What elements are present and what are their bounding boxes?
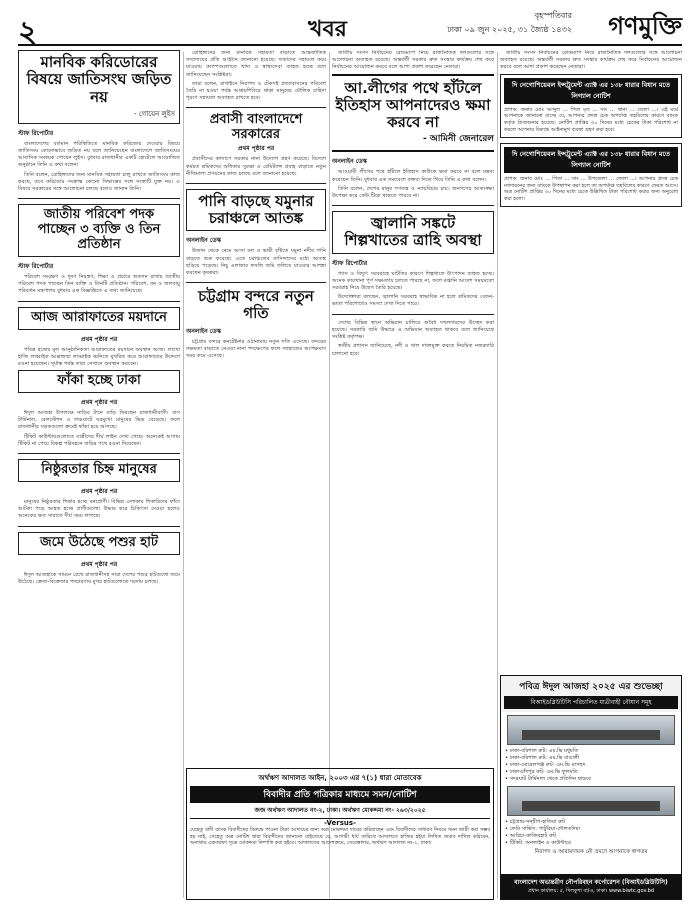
headline: প্রবাসী বাংলাদেশে সরকারের <box>209 112 303 143</box>
ad-line: জজ অর্থঋণ আদালত নং-২, ঢাকা। অর্থঋণ মোকদ্দমা নং- ২৬৩/২০২৫ <box>190 805 490 819</box>
article-body <box>186 248 326 277</box>
continued-label: প্রথম পৃষ্ঠার পর <box>80 399 118 407</box>
notice-title: দি নেগোশিয়েবল ইন্সট্রুমেন্ট এ্যাক্ট এর ১৩৮ ধারার বিধান মতে লিগ্যাল নোটিশ <box>504 147 678 173</box>
article-body <box>186 50 326 102</box>
paragraph: পবিত্র হজের মূল আনুষ্ঠানিকতা আরাফাতের ময়দানে অবস্থান আজ। লাখো হাজি লাব্বাইক আল্লাহুম্মা লাব্বাইক ধ্বনিতে মুখরিত করে আরাফাতের উদ্দেশে রওনা হয়েছেন। সূর্যাস্ত পর্যন্ত তারা সেখানে অবস্থান করবেন। <box>18 346 180 367</box>
paragraph: তিনি বলেন, দেশের মানুষ গণতন্ত্র ও ন্যায়বিচার চায়। জনগণের আকাঙ্ক্ষা উপেক্ষা করে কেউ টিকে থাকতে পারবে না। <box>332 185 494 199</box>
versus-label: -Versus- <box>324 819 356 827</box>
paragraph: ঈদুল আজহাকে সামনে রেখে রাজধানীসহ সারা দেশের পশুর হাটগুলো জমে উঠেছে। ক্রেতা-বিক্রেতার পদচারণায় মুখর হাটগুলোতে দরদাম চলছে। <box>18 571 180 585</box>
reporter-desk: স্টাফ রিপোর্টার <box>332 259 368 267</box>
list-item: • টিকিট: অনলাইন ও কাউন্টারে <box>505 840 571 846</box>
legal-notice-2 <box>500 143 682 207</box>
paragraph: ঈদুল আজহা উপলক্ষে নাড়ির টানে বাড়ি ফিরছেন রাজধানীবাসী। বাস টার্মিনাল, রেলস্টেশন ও লঞ্চঘাটে ঘরমুখো মানুষের ভিড় বেড়েছে। ফলে রাজধানীর সড়কগুলো ক্রমেই ফাঁকা হয়ে আসছে। <box>18 410 180 431</box>
article-body <box>18 347 180 369</box>
column-divider <box>497 52 498 898</box>
list-item: • চট্টগ্রাম-সন্দ্বীপ-হাতিয়া রুট <box>505 819 566 825</box>
route-list <box>501 748 681 783</box>
byline: - গোয়েন লুইস <box>133 109 175 118</box>
reporter-desk: অনলাইন ডেস্ক <box>332 158 367 166</box>
ad-title: বিবাদীর প্রতি পত্রিকার মাধ্যমে সমন/নোটিশ <box>190 786 490 803</box>
byline: - আমিনী জেনারেল <box>423 134 494 145</box>
court-summons-ad <box>186 768 494 900</box>
article-body <box>332 320 494 358</box>
list-item: • ঢাকা-বরিশাল রুট: এম.ভি বাঙালী <box>505 755 580 761</box>
article-body <box>18 410 180 448</box>
article-body <box>332 50 494 72</box>
continued-label: প্রথম পৃষ্ঠার পর <box>80 488 118 496</box>
column-divider <box>183 52 184 898</box>
notice-body: প্রাপক: জনাব মোঃ আব্দুল ... পিতা মৃত ... সাং ... থানা ... জেলা ...। এই মর্মে আপনাকে জানানো যাচ্ছে যে, আপনার প্রদত্ত চেক অপর্যাপ্ত তহবিলের কারণে ব্যাংক কর্তৃক ডিজঅনার হয়েছে। নোটিশ প্রাপ্তির ৩০ দিনের মধ্যে চেকের টাকা পরিশোধ না করলে আপনার বিরুদ্ধে আইনানুগ ব্যবস্থা গ্রহণ করা হবে। <box>504 106 678 133</box>
ship-image <box>507 786 675 816</box>
paragraph: প্রবাসীদের কল্যাণে সরকার নানা উদ্যোগ গ্রহণ করেছে। বিদেশে কর্মরত শ্রমিকদের অধিকার সুরক্ষা ও রেমিট্যান্স প্রবাহ বাড়াতে নতুন নীতিমালা প্রণয়নের কাজ চলছে বলে জানানো হয়েছে। <box>186 156 326 177</box>
notice-body: প্রাপক: জনাব মোঃ ... পিতা ... সাং ... উপজেলা ... জেলা ...। আপনার প্রদত্ত চেক নগদায়নের জন্য ব্যাংকে উপস্থাপন করা হলে তা অপর্যাপ্ত তহবিলের কারণে ফেরত আসে। অত্র নোটিশ প্রাপ্তির ৩০ দিনের মধ্যে চেকে উল্লিখিত টাকা পরিশোধ করার জন্য অনুরোধ করা হলো। <box>504 175 678 203</box>
page-number: ২ <box>18 15 38 50</box>
headline: নিষ্ঠুরতার চিহ্ন মানুষের <box>41 462 157 478</box>
paragraph: উজান থেকে নেমে আসা ঢল ও ভারী বৃষ্টিতে যমুনা নদীর পানি বাড়তে শুরু করেছে। এতে চরাঞ্চলের বাসিন্দাদের মধ্যে আতঙ্ক ছড়িয়ে পড়েছে। নিচু এলাকার ফসলি জমি তলিয়ে যাওয়ার আশঙ্কা করছেন কৃষকরা। <box>186 248 326 277</box>
section-title: খবর <box>308 17 347 42</box>
headline: পানি বাড়ছে যমুনার চরাঞ্চলে আতঙ্ক <box>198 191 314 228</box>
article-body <box>186 339 326 361</box>
list-item: • সদরঘাট টার্মিনাল থেকে প্রতিদিন ছাড়বে <box>505 776 592 782</box>
paragraph: পরিবেশ সংরক্ষণ ও দূষণ নিয়ন্ত্রণ, শিক্ষা ও প্রচারে অবদান রাখায় জাতীয় পরিবেশ পদক পাচ্ছেন তিন ব্যক্তি ও তিনটি প্রতিষ্ঠান। পরিবেশ, বন ও জলবায়ু পরিবর্তন মন্ত্রণালয় বুধবার এক বিজ্ঞপ্তিতে এ তথ্য জানিয়েছে। <box>18 273 180 295</box>
paragraph: জাতীয় সংসদ নির্বাচনের রোডম্যাপ নিয়ে রাজনৈতিক দলগুলোর সঙ্গে আলোচনা অব্যাহত রয়েছে। অন্তর্বর্তী সরকার দ্রুত সংস্কার কার্যক্রম শেষ করে নির্বাচনের আয়োজন করবে বলে আশা প্রকাশ করেছেন নেতারা। <box>332 50 494 71</box>
reporter-desk: স্টাফ রিপোর্টার <box>18 262 54 270</box>
ad-line: অর্থঋণ আদালত আইন, ২০০৩ এর ৭(১) ধারা মোতাবেক <box>258 774 422 782</box>
column-4 <box>500 50 682 670</box>
org-address: প্রধান কার্যালয়: ৫, দিলকুশা বা/এ, ঢাকা। www.biwtc.gov.bd <box>527 888 655 894</box>
headline: চট্টগ্রাম বন্দরে নতুন গতি <box>198 287 314 323</box>
headline: ফাঁকা হচ্ছে ঢাকা <box>57 373 141 389</box>
reporter-desk: স্টাফ রিপোর্টার <box>18 129 54 137</box>
article-body <box>500 50 682 72</box>
paragraph: রোহিঙ্গাদের জন্য মানবিক সহায়তা বাড়াতে আন্তর্জাতিক সম্প্রদায়ের প্রতি আহ্বান জানানো হয়েছে। দাতাদের সহায়তা কমে যাওয়ায় ক্যাম্পগুলোতে খাদ্য ও স্বাস্থ্যসেবা ব্যাহত হচ্ছে বলে জানিয়েছেন সংশ্লিষ্টরা। <box>186 50 326 78</box>
article-environment-award <box>18 204 180 257</box>
column-2 <box>186 50 326 762</box>
article-empty-dhaka <box>18 370 180 393</box>
masthead <box>18 6 682 50</box>
ad-body: যেহেতু বাদী ব্যাংক বিবাদীদের বিরুদ্ধে পাওনা টাকা আদায়ের জন্য অত্র মোকদ্দমা দায়ের করিয়াছেন এবং বিবাদীদের সাধারণ নিয়মে সমন জারী করা সম্ভব হয় নাই, সেহেতু অত্র নোটিশ দ্বারা বিবাদীদের জানানো যাইতেছে যে, আগামী ধার্য তারিখে আদালতে হাজির হইয়া লিখিত জবাব দাখিল করিবেন, অন্যথায় একতরফা সূত্রে মোকদ্দমা নিষ্পত্তি করা হইবে। আদালতের আদেশক্রমে, সেরেস্তাদার, অর্থঋণ আদালত নং-২, ঢাকা। <box>190 827 490 847</box>
article-body <box>18 499 180 521</box>
headline: জমে উঠেছে পশুর হাট <box>40 534 158 550</box>
paragraph: আওয়ামী লীগের পথে হাঁটলে ইতিহাস কাউকে ক্ষমা করবে না বলে মন্তব্য করেছেন তিনি। বুধবার এক সমাবেশে বক্তব্য দিতে গিয়ে তিনি এ কথা বলেন। <box>332 169 494 183</box>
article-cruelty <box>18 459 180 482</box>
list-item: • ঢাকা-মোরেলগঞ্জ রুট: এম.ভি মাসহুদ <box>505 762 586 768</box>
biwtc-eid-ad <box>500 675 682 900</box>
column-1 <box>18 50 180 900</box>
article-energy-crisis <box>332 211 494 254</box>
article-arafat <box>18 307 180 330</box>
ad-subtitle: বিআইডব্লিউটিসি পরিচালিত যাত্রীবাহী নৌযান সমূহ <box>504 696 678 709</box>
org-name: বাংলাদেশ অভ্যন্তরীণ নৌপরিবহন কর্পোরেশন (বিআইডব্লিউটিসি) <box>514 879 668 886</box>
ad-header <box>501 676 681 712</box>
date-label: ঢাকা ০৯ জুন ২০২৫, ৩১ জ্যৈষ্ঠ ১৪৩২ <box>447 25 572 34</box>
paragraph: গ্যাস ও বিদ্যুৎ সরবরাহে ঘাটতির কারণে শিল্পখাতে উৎপাদন ব্যাহত হচ্ছে। অনেক কারখানা পূর্ণ সক্ষমতায় চলতে পারছে না, ফলে রপ্তানি আদেশ সময়মতো সরবরাহ নিয়ে উদ্বেগ তৈরি হয়েছে। <box>332 270 494 292</box>
continued-label: প্রথম পৃষ্ঠার পর <box>80 560 118 568</box>
paragraph: টিকিট কাউন্টারগুলোতে যাত্রীদের দীর্ঘ লাইন দেখা গেছে। অনেকেই আগাম টিকিট না পেয়ে বিকল্প পরিবহনে বাড়ির পথে রওনা দিয়েছেন। <box>18 433 180 447</box>
paragraph: চট্টগ্রাম বন্দরে কনটেইনার ওঠানামায় নতুন গতি এসেছে। বন্দরের সক্ষমতা বাড়াতে নেওয়া নানা পদক্ষেপের ফলে জাহাজের অপেক্ষমাণ সময় কমে এসেছে। <box>186 338 326 360</box>
article-body <box>18 141 180 193</box>
article-awami-league <box>332 74 494 153</box>
article-un-corridor <box>18 50 180 124</box>
legal-notice-1 <box>500 74 682 138</box>
headline: আজ আরাফাতের ময়দানে <box>31 309 167 325</box>
continued-label: প্রথম পৃষ্ঠার পর <box>80 335 118 343</box>
paragraph: উদ্যোক্তারা বলছেন, জ্বালানি সরবরাহ স্বাভাবিক না হলে শ্রমিকদের বেতন-ভাতা পরিশোধেও সমস্যা দেখা দিতে পারে। <box>332 294 494 308</box>
paragraph: জাতীয় সংসদ নির্বাচনের রোডম্যাপ নিয়ে রাজনৈতিক দলগুলোর সঙ্গে আলোচনা অব্যাহত রয়েছে। অন্তর্বর্তী সরকার দ্রুত সংস্কার কার্যক্রম শেষ করে নির্বাচনের আয়োজন করবে বলে আশা প্রকাশ করেছেন নেতারা। <box>500 50 682 71</box>
reporter-desk: অনলাইন ডেস্ক <box>186 237 221 245</box>
article-body <box>18 572 180 586</box>
paragraph: মানুষের নিষ্ঠুরতার শিকার হচ্ছে বন্যপ্রাণী। বিভিন্ন এলাকায় শিকারিদের ফাঁদে আটকা পড়ে আহত হচ্ছে প্রাণীগুলো। উদ্ধার করে চিকিৎসা দেওয়া হলেও অনেকের ক্ষত সারাতে দীর্ঘ সময় লাগছে। <box>18 499 180 520</box>
list-item: • ঢাকা-বরিশাল রুট: এম.ভি মধুমতি <box>505 748 579 754</box>
notice-title: দি নেগোশিয়েবল ইন্সট্রুমেন্ট এ্যাক্ট এর ১৩৮ ধারার বিধান মতে লিগ্যাল নোটিশ <box>504 78 678 104</box>
route-list <box>501 819 681 847</box>
list-item: • ঢাকা-চাঁদপুর রুট: এম.ভি ফুলমতি <box>505 769 578 775</box>
ad-footer <box>501 874 681 899</box>
article-cattle-market <box>18 532 180 555</box>
ship-image <box>507 715 675 745</box>
headline: আ.লীগের পথে হাঁটলে ইতিহাস আপনাদেরও ক্ষমা করবে না <box>335 78 491 132</box>
paragraph: তিনি বলেন, রোহিঙ্গাদের জন্য মানবিক সহায়তা চালু রাখতে জাতিসংঘ কাজ করছে, তবে করিডোর সংক্রান্ত কোনো সিদ্ধান্তের সঙ্গে সংস্থাটি যুক্ত নয়। এ বিষয়ে সরকারের সঙ্গে আলোচনা চলছে বলেও জানান তিনি। <box>18 171 180 192</box>
article-body <box>332 169 494 200</box>
ad-title: পবিত্র ঈদুল আজহা ২০২৫ এর শুভেচ্ছা <box>519 682 663 692</box>
newspaper-logo: গণমুক্তি <box>608 12 682 40</box>
list-item: • আরিচা-কাজিরহাট রুট <box>505 833 556 839</box>
headline: মানবিক করিডোরের বিষয়ে জাতিসংঘ জড়িত নয় <box>26 53 172 106</box>
reporter-desk: অনলাইন ডেস্ক <box>186 327 221 335</box>
list-item: • ফেরি সার্ভিস: পাটুরিয়া-দৌলতদিয়া <box>505 826 581 832</box>
headline: জ্বালানি সঙ্কটে শিল্পখাতের ত্রাহি অবস্থা <box>344 214 482 250</box>
paragraph: তারা বলেন, রাখাইনে নিরাপদ ও টেকসই প্রত্যাবাসনের পরিবেশ তৈরি না হওয়া পর্যন্ত আশ্রয়শিবিরে থাকা মানুষের মৌলিক চাহিদা পূরণে সহায়তা অব্যাহত রাখতে হবে। <box>186 80 326 102</box>
paragraph: দেশের বিভিন্ন স্থানে অভিযান চালিয়ে অবৈধ দখলদারদের উচ্ছেদ করা হয়েছে। সরকারি জমি উদ্ধারে এ অভিযান অব্যাহত থাকবে বলে জানিয়েছে সংশ্লিষ্ট কর্তৃপক্ষ। <box>332 319 494 341</box>
column-3 <box>332 50 494 762</box>
article-body <box>18 274 180 296</box>
ad-tagline: নিরাপদ ও আরামদায়ক নৌ ভ্রমণে আপনাকে স্বাগতম <box>534 849 648 855</box>
paragraph: স্থানীয় প্রশাসন জানিয়েছে, নদী ও খাল দখলমুক্ত করতে নিয়মিত নজরদারি চালানো হবে। <box>332 343 494 357</box>
continued-label: প্রথম পৃষ্ঠার পর <box>237 145 275 153</box>
paragraph: বাংলাদেশের বর্তমান পরিস্থিতিতে মানবিক করিডোর দেওয়ার বিষয়ে জাতিসংঘ কোনোভাবে জড়িত নয় বলে জানিয়েছেন বাংলাদেশে জাতিসংঘের আবাসিক সমন্বয়ক গোয়েন লুইস। বুধবার রাজধানীর একটি হোটেলে আয়োজিত অনুষ্ঠানে তিনি এ কথা বলেন। <box>18 140 180 169</box>
day-label: বৃহস্পতিবার <box>534 11 572 20</box>
article-body <box>186 156 326 178</box>
article-jamuna-flood <box>186 189 326 232</box>
headline: জাতীয় পরিবেশ পদক পাচ্ছেন ৩ ব্যক্তি ও তিন প্রতিষ্ঠান <box>37 207 161 253</box>
article-body <box>332 271 494 309</box>
